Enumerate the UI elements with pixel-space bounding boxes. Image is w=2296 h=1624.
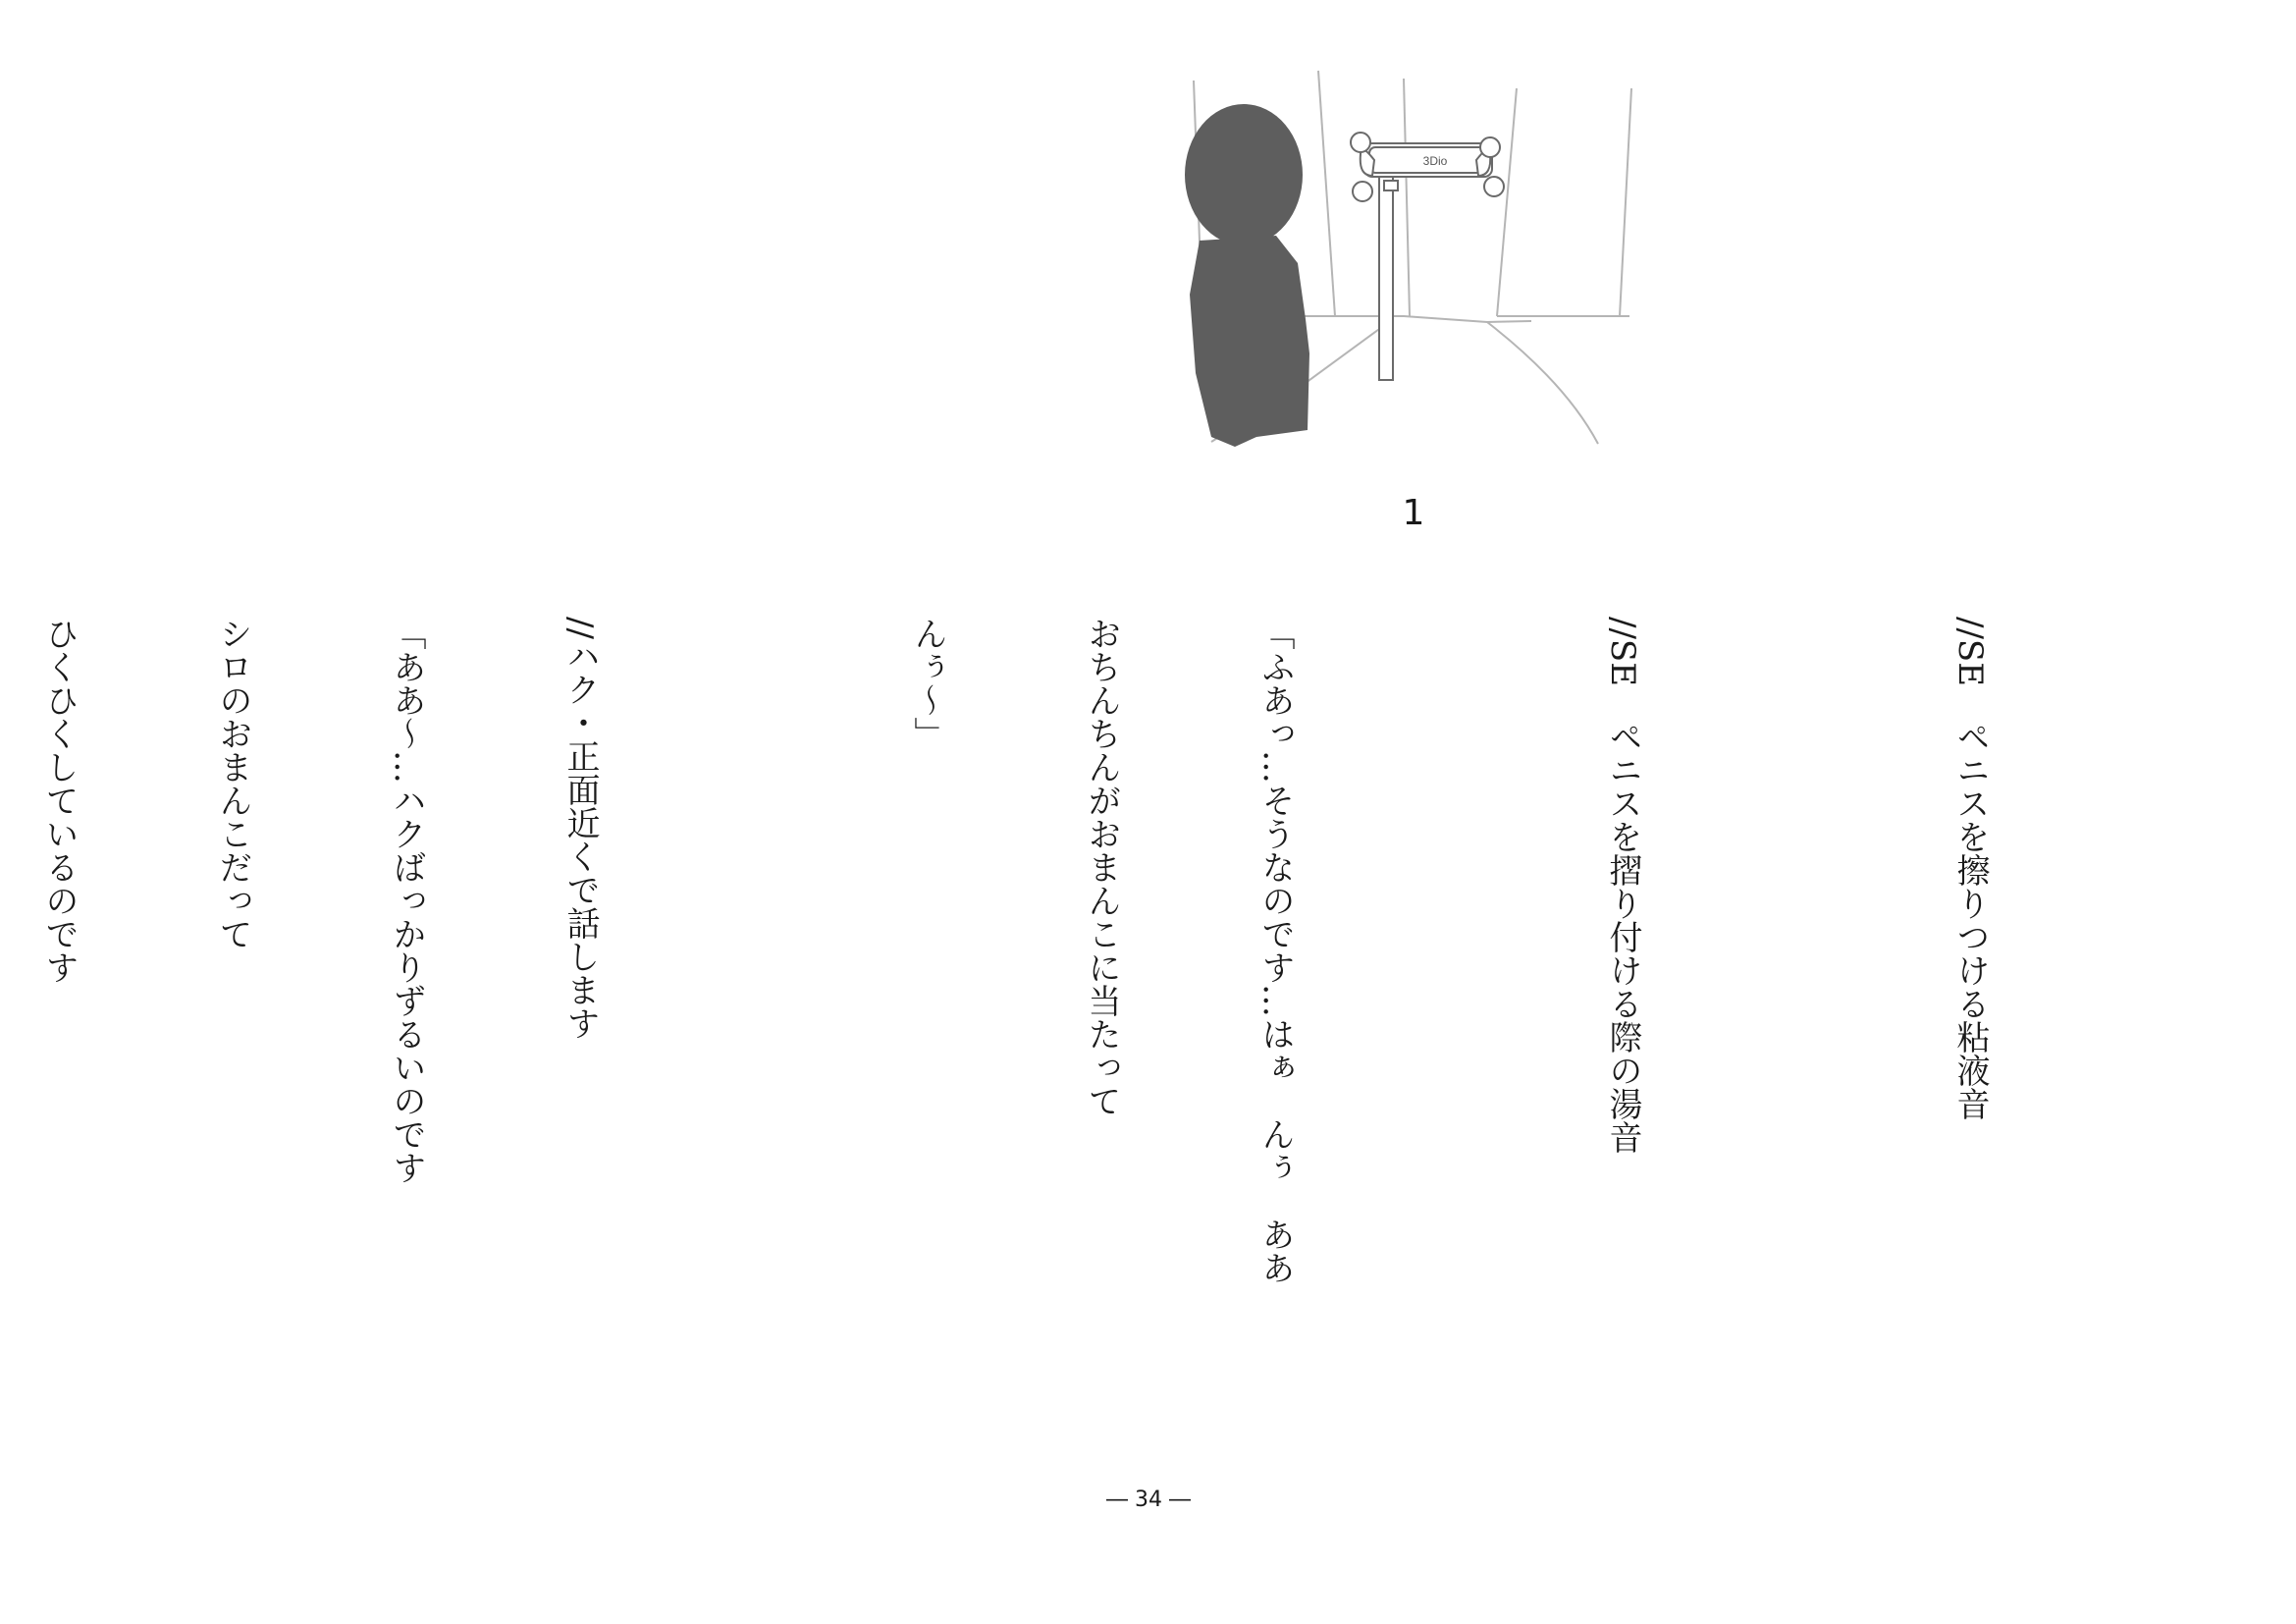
dummy-head-mic [1351, 133, 1504, 380]
page-number: ― 34 ― [1106, 1488, 1191, 1512]
blank-line [1419, 617, 1477, 1382]
script-line: 「ふあっ…そうなのです…はぁ んぅ ああ [1255, 617, 1295, 1284]
person-silhouette [1185, 104, 1309, 447]
blank-line [724, 617, 782, 1382]
script-line: ひくひくしているのです [39, 617, 79, 984]
script-line: //SE ペニスを摺り付ける際の湯音 [1603, 617, 1642, 1155]
scene-number: 1 [1402, 493, 1425, 533]
mic-label: 3Dio [1422, 154, 1448, 168]
script-line: おちんちんがおまんこに当たって [1082, 617, 1121, 1117]
script-text [0, 617, 2114, 1382]
blank-line [1767, 617, 1825, 1382]
script-line: シロのおまんこだって [213, 617, 252, 950]
illustration [1178, 59, 1669, 471]
script-line: 「ああ～…ハクばっかりずるいのです [387, 617, 426, 1184]
script-line: //ハク・正面近くで話します [561, 617, 600, 1040]
script-line: //SE ペニスを擦りつける粘液音 [1950, 617, 1990, 1121]
script-line: んぅ～」 [908, 617, 947, 750]
